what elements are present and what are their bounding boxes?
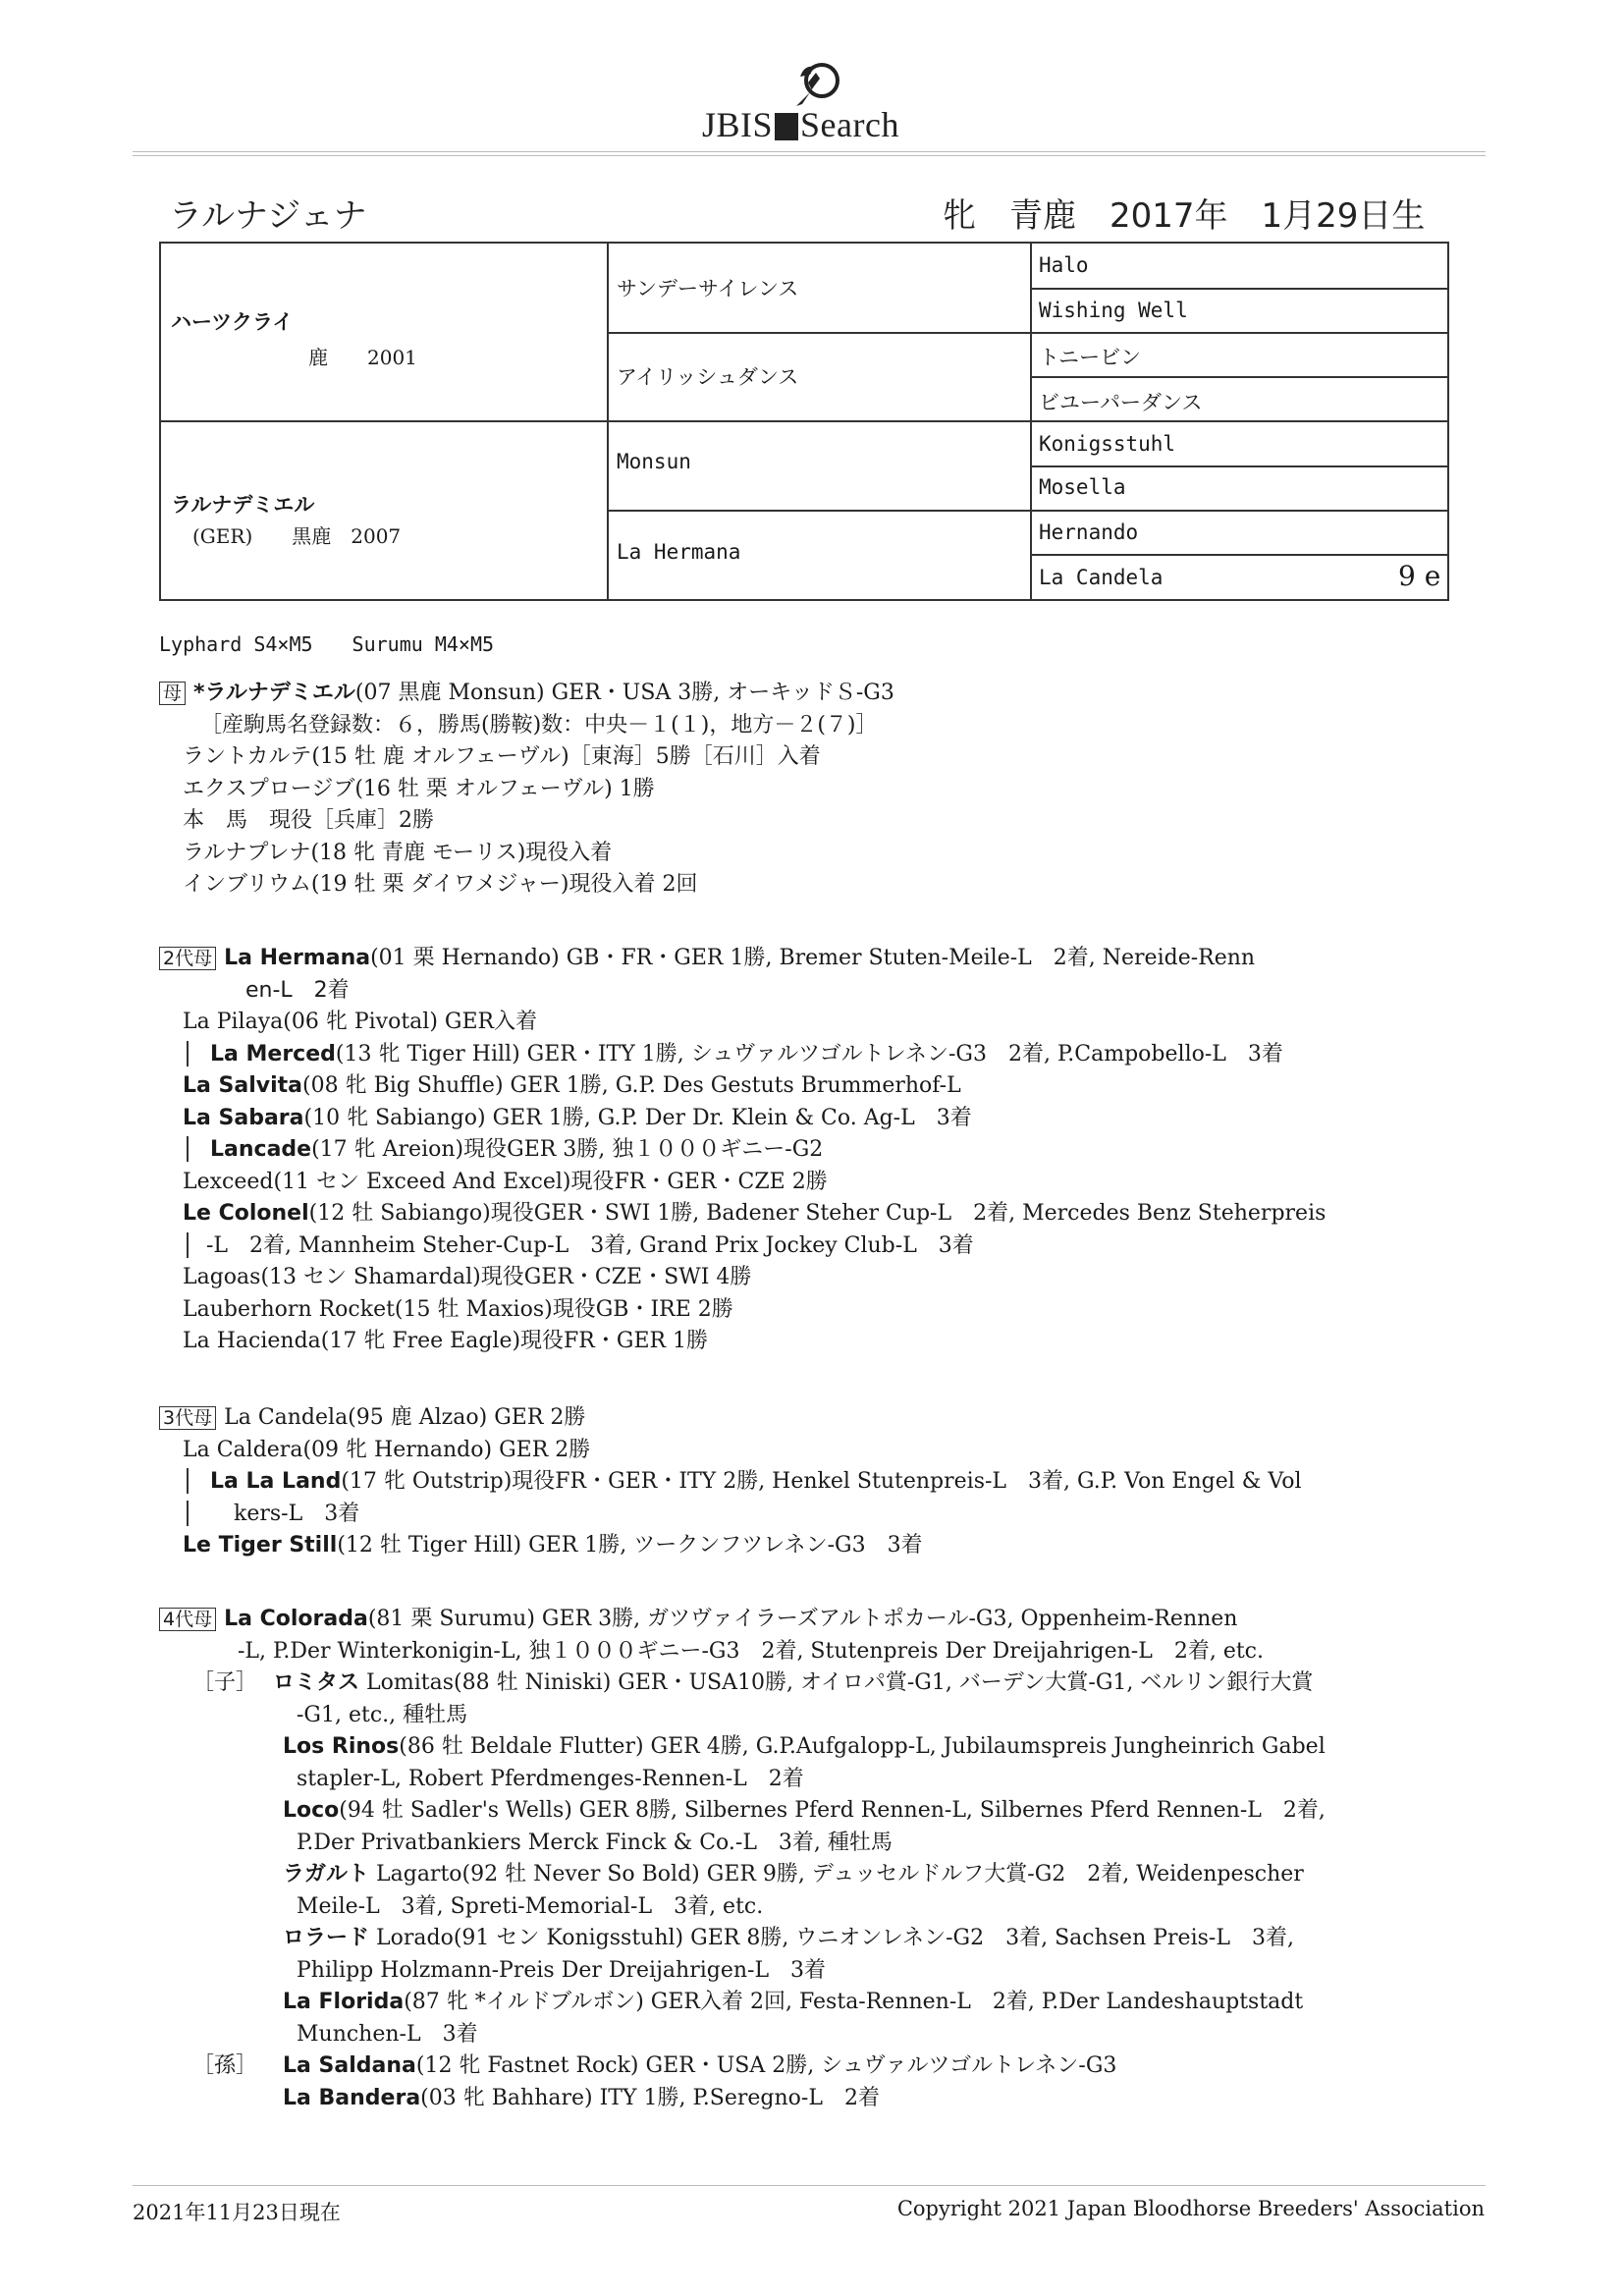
third-dam-line: 3代母 La Candela(95 鹿 Alzao) GER 2勝 xyxy=(159,1402,1302,1435)
fourth-dam-section xyxy=(159,1604,1326,2114)
second-dam-section xyxy=(159,943,1326,1358)
gen2-sire-dam: アイリッシュダンス xyxy=(617,365,799,389)
fourth-dam-line: 4代母 La Colorada(81 栗 Surumu) GER 3勝, ガツヴァイラーズアルトポカール-G3, Oppenheim-Rennen xyxy=(159,1604,1326,1636)
jbis-search-logo xyxy=(702,57,938,145)
dam-line: 母 *ラルナデミエル(07 黒鹿 Monsun) GER・USA 3勝, オーキッドＳ-G3 xyxy=(159,678,894,710)
fourth-dam-line: Philipp Holzmann-Preis Der Dreijahrigen-L 3着 xyxy=(297,1957,827,1983)
second-dam-line: La Merced(13 牝 Tiger Hill) GER・ITY 1勝, シュヴァルツゴルトレネン-G3 2着, P.Campobello-L 3着 xyxy=(159,1039,1326,1071)
gen3-4: ビユーパーダンス xyxy=(1039,391,1203,414)
fourth-dam-line: -G1, etc., 種牡馬 xyxy=(297,1702,468,1727)
dam-cell xyxy=(171,489,401,549)
second-dam-line: Lagoas(13 セン Shamardal)現役GER・CZE・SWI 4勝 xyxy=(183,1265,752,1289)
second-dam-line: en-L 2着 xyxy=(245,977,350,1003)
gen2-dam-sire: Monsun xyxy=(617,450,691,473)
gen3-5: Konigsstuhl xyxy=(1039,432,1176,456)
gen3-7: Hernando xyxy=(1039,520,1139,544)
sire-name: ハーツクライ xyxy=(171,310,294,334)
sire-detail: 鹿 2001 xyxy=(308,346,417,369)
logo-left-text: JBIS xyxy=(702,105,774,144)
third-dam-line: Le Tiger Still(12 牡 Tiger Hill) GER 1勝, ツークンフツレネン-G3 3着 xyxy=(183,1533,923,1558)
fourth-dam-line: La Florida(87 牝 *イルドブルボン) GER入着 2回, Festa-Rennen-L 2着, P.Der Landeshauptstadt xyxy=(283,1990,1304,2014)
second-dam-line: Lexceed(11 セン Exceed And Excel)現役FR・GER・CZE 2勝 xyxy=(183,1169,828,1194)
fourth-dam-line: Munchen-L 3着 xyxy=(297,2021,478,2047)
second-dam-tag: 2代母 xyxy=(159,947,216,970)
fourth-dam-line: P.Der Privatbankiers Merck Finck & Co.-L 3着, 種牡馬 xyxy=(297,1830,893,1855)
fourth-dam-line: ロラード Lorado(91 セン Konigsstuhl) GER 8勝, ウニオンレネン-G2 3着, Sachsen Preis-L 3着, xyxy=(283,1926,1294,1950)
third-dam-line: La Caldera(09 牝 Hernando) GER 2勝 xyxy=(183,1437,591,1462)
gen3-2: Wishing Well xyxy=(1039,299,1188,322)
third-dam-tag: 3代母 xyxy=(159,1406,216,1430)
second-dam-line: -L 2着, Mannheim Steher-Cup-L 3着, Grand Prix Jockey Club-L 3着 xyxy=(159,1230,1326,1263)
fourth-dam-line: ［子］ ロミタス Lomitas(88 牡 Niniski) GER・USA10勝, オイロパ賞-G1, バーデン大賞-G1, ベルリン銀行大賞 xyxy=(192,1670,1314,1695)
dam-line: ラントカルテ(15 牡 鹿 オルフェーヴル)［東海］5勝［石川］入着 xyxy=(183,744,821,769)
gen3-8: La Candela xyxy=(1039,566,1164,589)
family-number: 9 e xyxy=(1398,560,1441,592)
fourth-dam-line: stapler-L, Robert Pferdmenges-Rennen-L 2着 xyxy=(297,1766,804,1791)
fourth-dam-line: Los Rinos(86 牡 Beldale Flutter) GER 4勝, G.P.Aufgalopp-L, Jubilaumspreis Jungheinrich Gabel xyxy=(283,1734,1326,1759)
fourth-dam-tag: 4代母 xyxy=(159,1608,216,1631)
dam-line: ラルナプレナ(18 牝 青鹿 モーリス)現役入着 xyxy=(183,840,613,865)
inbreeding-line: Lyphard S4×M5 Surumu M4×M5 xyxy=(159,632,495,656)
sire-cell xyxy=(171,306,417,370)
horse-name: ラルナジェナ xyxy=(169,196,367,236)
logo-box xyxy=(775,113,798,140)
second-dam-line: Le Colonel(12 牡 Sabiango)現役GER・SWI 1勝, Badener Steher Cup-L 2着, Mercedes Benz Steherpreis xyxy=(183,1201,1326,1226)
third-dam-section xyxy=(159,1402,1302,1562)
third-dam-line: La La Land(17 牝 Outstrip)現役FR・GER・ITY 2勝, Henkel Stutenpreis-L 3着, G.P. Von Engel & Vol xyxy=(159,1466,1302,1499)
fourth-dam-line: ［孫］ La Saldana(12 牝 Fastnet Rock) GER・USA 2勝, シュヴァルツゴルトレネン-G3 xyxy=(192,2053,1117,2078)
horse-magnifier-icon xyxy=(786,57,845,116)
second-dam-line: Lancade(17 牝 Areion)現役GER 3勝, 独１０００ギニー-G2 xyxy=(159,1134,1326,1167)
header-rule xyxy=(133,151,1486,156)
second-dam-line: Lauberhorn Rocket(15 牡 Maxios)現役GB・IRE 2勝 xyxy=(183,1296,733,1322)
dam-line: 本 馬 現役［兵庫］2勝 xyxy=(183,808,434,833)
second-dam-line: La Pilaya(06 牝 Pivotal) GER入着 xyxy=(183,1010,538,1034)
gen2-dam-dam: La Hermana xyxy=(617,540,741,564)
gen2-sire-sire: サンデーサイレンス xyxy=(617,277,799,301)
footer-rule xyxy=(133,2185,1486,2186)
horse-info: 牝 青鹿 2017年 1月29日生 xyxy=(943,196,1426,236)
dam-tag: 母 xyxy=(159,682,186,705)
gen3-6: Mosella xyxy=(1039,475,1126,499)
fourth-dam-line: Loco(94 牡 Sadler's Wells) GER 8勝, Silbernes Pferd Rennen-L, Silbernes Pferd Rennen-L 2着, xyxy=(283,1798,1326,1823)
dam-detail: (GER) 黒鹿 2007 xyxy=(192,524,402,548)
dam-line: エクスプロージブ(16 牡 栗 オルフェーヴル) 1勝 xyxy=(183,776,655,801)
footer-date: 2021年11月23日現在 xyxy=(133,2201,341,2224)
fourth-dam-line: -L, P.Der Winterkonigin-L, 独１０００ギニー-G3 2着, Stutenpreis Der Dreijahrigen-L 2着, etc. xyxy=(238,1638,1264,1664)
fourth-dam-line: Meile-L 3着, Spreti-Memorial-L 3着, etc. xyxy=(297,1893,764,1919)
dam-section xyxy=(159,678,894,902)
pedigree-table xyxy=(159,242,1449,601)
second-dam-line: La Salvita(08 牝 Big Shuffle) GER 1勝, G.P. Des Gestuts Brummerhof-L xyxy=(183,1073,961,1098)
footer-copyright: Copyright 2021 Japan Bloodhorse Breeders' Association xyxy=(896,2197,1485,2220)
second-dam-line: La Hacienda(17 牝 Free Eagle)現役FR・GER 1勝 xyxy=(183,1329,709,1353)
fourth-dam-line: ラガルト Lagarto(92 牡 Never So Bold) GER 9勝, デュッセルドルフ大賞-G2 2着, Weidenpescher xyxy=(283,1862,1304,1886)
gen3-3: トニービン xyxy=(1039,346,1142,369)
second-dam-line: 2代母 La Hermana(01 栗 Hernando) GB・FR・GER 1勝, Bremer Stuten-Meile-L 2着, Nereide-Renn xyxy=(159,943,1326,975)
dam-line: ［産駒馬名登録数：６，勝馬(勝鞍)数：中央－１(１)，地方－２(７)］ xyxy=(200,712,878,738)
third-dam-line: kers-L 3着 xyxy=(159,1499,1302,1531)
fourth-dam-line: La Bandera(03 牝 Bahhare) ITY 1勝, P.Seregno-L 2着 xyxy=(283,2085,880,2110)
dam-name: ラルナデミエル xyxy=(171,493,315,517)
second-dam-line: La Sabara(10 牝 Sabiango) GER 1勝, G.P. Der Dr. Klein & Co. Ag-L 3着 xyxy=(183,1105,972,1130)
logo-right-text: Search xyxy=(800,105,899,144)
dam-line: インブリウム(19 牡 栗 ダイワメジャー)現役入着 2回 xyxy=(183,872,698,897)
gen3-1: Halo xyxy=(1039,253,1089,277)
